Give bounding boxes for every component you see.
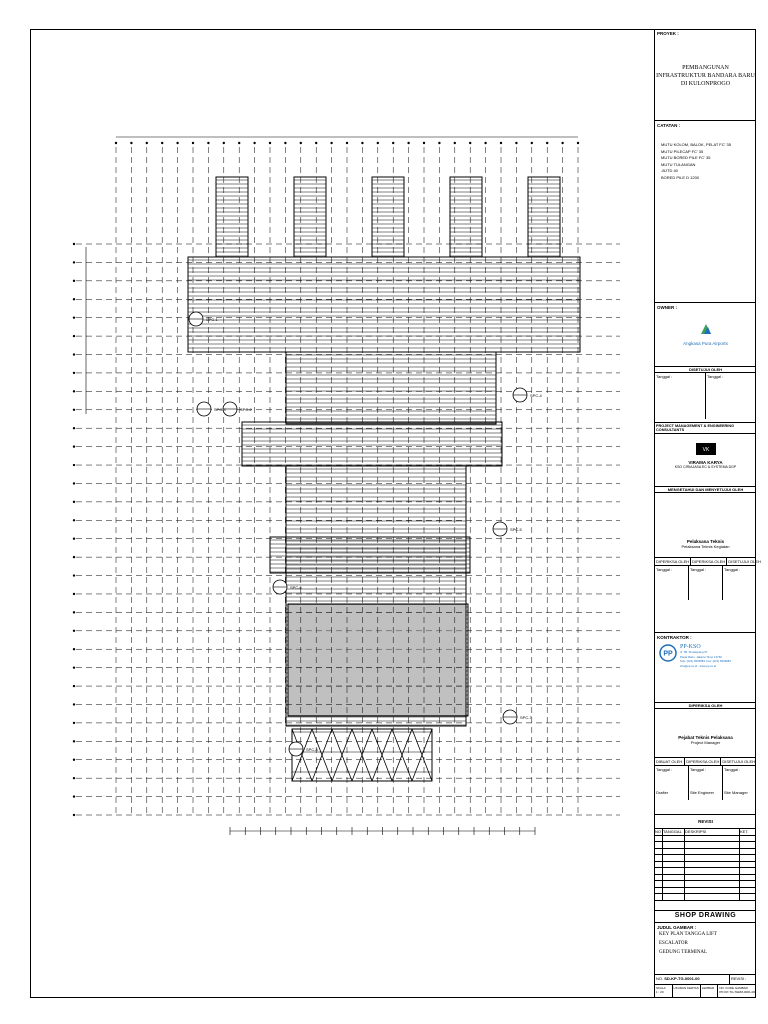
grid-bubble [423,142,425,144]
notes-section [655,121,756,303]
project-section [655,29,756,121]
project-name-line-1: PEMBANGUNAN [682,65,729,71]
grid-bubble [73,298,75,300]
diperiksa-title: DIPERIKSA OLEH [655,703,756,709]
judul-line-2: ESCALATOR [659,941,688,946]
section-callout [197,402,227,416]
owner-date-2: Tanggal : [707,374,724,379]
tower [528,177,560,257]
angkasa-pura-logo-icon [699,322,713,336]
revisi-label: REVISI [698,819,713,824]
grid-bubble [73,427,75,429]
owner-logo-text: Angkasa Pura Airports [683,341,728,346]
sign-cell-2: DIPERIKSA OLEH [686,759,720,764]
sign-date-3: Tanggal : [724,767,741,772]
grid-bubble [377,142,379,144]
section-callout [273,580,303,594]
mk-title: MENGETAHUI DAN MENYETUJUI OLEH [655,487,756,493]
project-manager-role: Project Manager [690,740,721,745]
grid-bubble [531,142,533,144]
grid-bubble [269,142,271,144]
code-value: PP-KP-TG-TERM-0001-00 [719,990,756,994]
grid-bubble [207,142,209,144]
section-callout [503,710,533,724]
grid-bubble [407,142,409,144]
consultant-logo-icon [696,443,716,455]
grid-bubble [284,142,286,144]
structure-hatch [188,180,580,781]
building-block [242,422,502,466]
grid-bubble [73,722,75,724]
section-callout [289,742,319,756]
kontraktor-address-4: info@pp.co.id - www.pp.co.id [680,663,717,668]
grid-bubble [546,142,548,144]
revision-table [655,829,756,911]
note-4: MUTU TULANGAN [661,161,696,167]
grid-bubble [73,574,75,576]
rev-header-tanggal: TANGGAL [663,829,685,836]
grid-bubble [73,445,75,447]
owner-date-1: Tanggal : [655,373,706,419]
mk-name: Pelaksana Teknis [686,539,725,544]
callout-label: SPC-1 [206,317,218,322]
mk-cell-3: DISETUJUI OLEH [728,559,761,564]
grid-bubble [73,335,75,337]
grid-bubble [361,142,363,144]
grid-bubble [73,795,75,797]
key-plan-drawing [30,29,654,998]
grid-bubble [146,142,148,144]
kode-label: NO. KODE GAMBAR [719,986,748,990]
mk-date-1: Tanggal : [655,566,689,600]
grid-bubble [253,142,255,144]
grid-bubble [73,390,75,392]
grid-bubble [73,482,75,484]
callout-label: SPC-4 [530,393,542,398]
proyek-label: PROYEK : [657,31,679,36]
tower [372,177,404,257]
grid-bubble [515,142,517,144]
judul-line-3: GEDUNG TERMINAL [659,950,708,955]
grid-bubble [315,142,317,144]
mk-date-3: Tanggal : [724,567,741,572]
grid-bubble [73,740,75,742]
judul-section [655,923,756,975]
rev-header-deskripsi: DESKRIPSI [685,829,740,836]
grid-bubble [130,142,132,144]
owner-approval-section [655,367,756,423]
section-callouts [189,312,543,756]
owner-section [655,303,756,367]
grid-bubble [330,142,332,144]
consultant-section [655,423,756,487]
kontraktor-section [655,633,756,703]
shop-drawing-section [655,911,756,923]
mk-cell-2: DIPERIKSA OLEH [692,559,726,564]
sign-role-2: Site Engineer [690,790,715,795]
revisi-small: REVISI : [731,976,747,981]
grid-bubble [238,142,240,144]
grid-bubble [469,142,471,144]
mk-date-2: Tanggal : [689,566,723,600]
grid-bubble [484,142,486,144]
grid-bubble [73,685,75,687]
judul-line-1: KEY PLAN TANGGA LIFT [659,932,717,937]
building-block [270,537,470,573]
kontraktor-address-3: Telp: (021) 8403883, Fax: (021) 8403884 [680,659,731,663]
grid-bubble [577,142,579,144]
kontraktor-name: PP-KSO [680,644,701,650]
callout-label: SPC-8 [306,747,318,752]
note-5: -BJTD 40 [661,168,678,173]
judul-label: JUDUL GAMBAR : [657,925,697,930]
grid-bubble [392,142,394,144]
project-name-line-2: INFRASTRUKTUR BANDARA BARU [656,73,755,79]
grid-bubble [223,142,225,144]
title-block [654,29,761,998]
grid-bubble [561,142,563,144]
consultant-logo-text: VIRAMA KARYA [688,460,723,465]
rev-header-no: NO [655,829,661,834]
note-2: MUTU PILECAP FC' 35 [661,148,704,154]
grid-bubble [73,538,75,540]
svg-text:PP: PP [663,650,673,658]
tower [294,177,326,257]
grid-bubble [300,142,302,144]
sign-date-1: Tanggal : [656,767,673,772]
section-callout [493,522,523,536]
grid-bubble [73,814,75,816]
owner-logo [655,322,756,346]
grid-bubble [500,142,502,144]
grid-bubble [176,142,178,144]
note-1: MUTU KOLOM, BALOK, PELAT FC' 35 [661,142,731,147]
pp-logo-icon [659,644,677,662]
grid-bubble [73,261,75,263]
callout-label: SPC-5 [510,527,522,532]
sign-cell-1: DIBUAT OLEH [655,758,685,765]
kertas-label: UKURAN KERTAS [673,985,701,997]
grid-bubble [438,142,440,144]
kontraktor-address-2: Pasar Rebo, Jakarta Timur 13760 [680,654,722,659]
kontraktor-label: KONTRAKTOR : [657,635,692,640]
sign-role-1: Drafter [656,790,669,795]
kontraktor-address-1: Jl. TB. Simatupang 57 [680,650,708,654]
grid-bubble [73,372,75,374]
rev-header-ket: KET. [740,829,756,836]
sign-date-2: Tanggal : [690,767,707,772]
tower [216,177,248,257]
skala-label: SKALA [656,986,666,990]
mk-section [655,487,761,633]
grid-bubble [73,759,75,761]
callout-label: SPC-3 [214,407,226,412]
no-value: SD-KP-TG-0001-00 [664,976,700,981]
consultant-sub: KSO CIRIAJASA EC & SYSTEMA DGP [674,465,737,469]
grid-bubble [73,316,75,318]
owner-label: OWNER : [657,305,677,310]
grid-bubble [73,280,75,282]
grid-bubble [73,409,75,411]
svg-text:VK: VK [702,447,709,453]
callout-label: SPC-6 [290,585,302,590]
rev-cell [685,894,740,901]
shop-drawing-title: SHOP DRAWING [674,912,737,919]
number-section [655,975,756,985]
grid-bubble [73,611,75,613]
signature-section [655,703,756,815]
grid-bubble [73,630,75,632]
sign-role-3: Site Manager [724,790,748,795]
grid-bubble [73,777,75,779]
scale-section [655,985,756,997]
mk-cell-1: DIPERIKSA OLEH [656,559,690,564]
rev-cell [740,894,756,901]
building-block [188,257,580,352]
grid-bubble [73,593,75,595]
grid-bubble [73,501,75,503]
note-6: BORED PILE D 1200 [661,174,700,180]
grid-bubble [192,142,194,144]
lembar-label: LEMBAR [701,985,719,997]
grid-bubble [73,648,75,650]
building-outline [86,137,580,835]
section-callout [223,402,253,416]
pm-title: PROJECT MANAGEMENT & ENGINEERING CONSULTANTS [655,423,756,434]
note-3: MUTU BORED PILE FC' 35 [661,155,711,160]
grid-bubble [161,142,163,144]
skala-value: 1 : 20 [656,990,664,994]
sign-cell-3: DISETUJUI OLEH [722,759,755,764]
grid-bubble [73,519,75,521]
no-label: NO. [656,976,664,981]
grid-bubble [73,556,75,558]
callout-label: SPC-2 [240,407,252,412]
revision-rows [655,836,756,901]
grid-bubble [73,243,75,245]
callout-label: SPC-7 [520,715,532,720]
grid-bubble [73,353,75,355]
owner-approval-title: DISETUJUI OLEH [655,367,756,373]
project-name-line-3: DI KULONPROGO [680,81,731,87]
project-manager-title: Pejabat Teknis Pelaksana [678,735,733,740]
grid-bubble [115,142,117,144]
grid-bubble [346,142,348,144]
rev-cell [663,894,685,901]
mk-sub: Pelaksana Teknis Kegiatan [681,544,730,549]
catatan-label: CATATAN : [657,123,681,128]
grid-bubble [73,464,75,466]
section-callout [513,388,543,402]
grid-bubble [73,666,75,668]
rev-cell [655,894,663,901]
revisi-title-section [655,815,756,829]
grid-bubble [73,703,75,705]
grid-bubble [454,142,456,144]
